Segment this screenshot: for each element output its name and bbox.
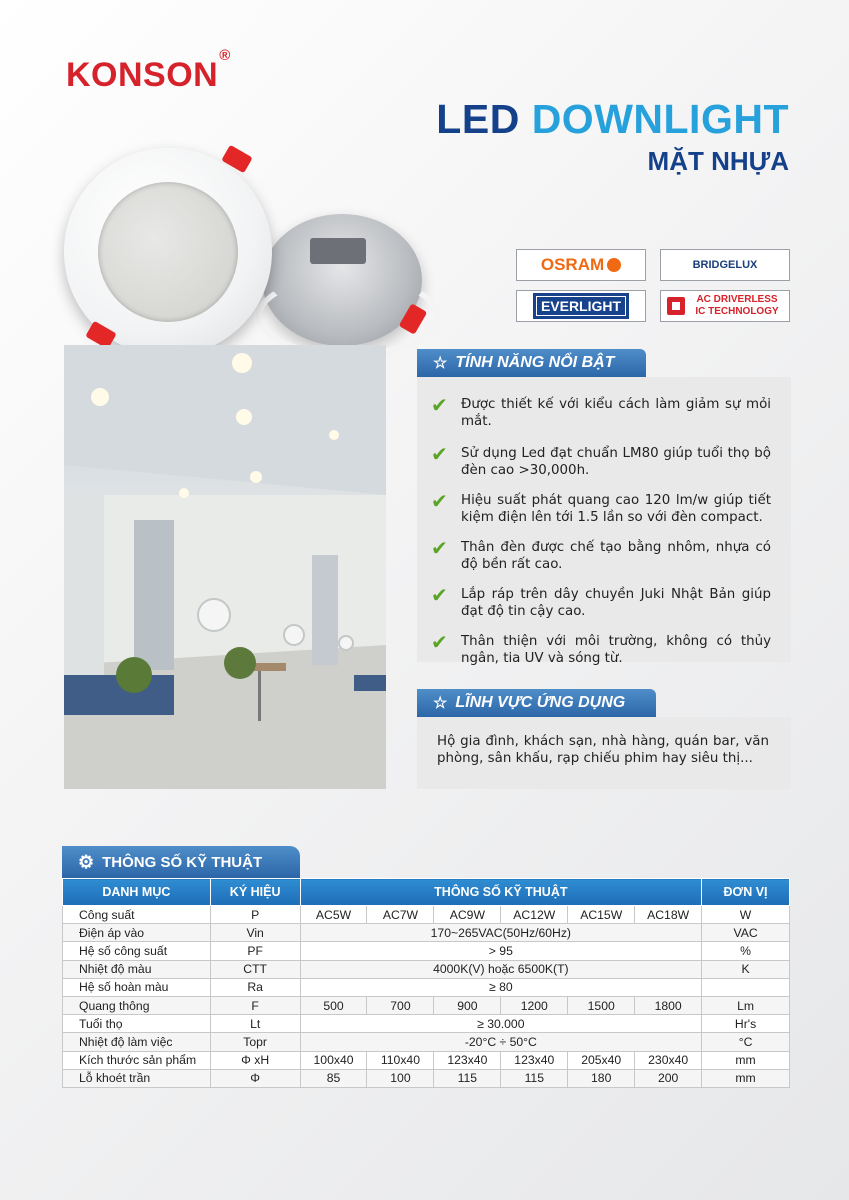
ac-driverless-label: AC DRIVERLESS IC TECHNOLOGY <box>695 294 779 317</box>
spec-unit: Lm <box>702 996 790 1014</box>
spec-body <box>63 906 790 1088</box>
applications-text: Hộ gia đình, khách sạn, nhà hàng, quán bar, văn phòng, sân khấu, rạp chiếu phim hay siêu thị... <box>437 734 769 766</box>
spec-symbol: Lt <box>210 1015 300 1033</box>
spec-row <box>63 960 790 978</box>
applications-header <box>417 689 656 717</box>
spec-symbol: PF <box>210 942 300 960</box>
col-spec: THÔNG SỐ KỸ THUẬT <box>300 879 702 906</box>
spec-symbol: Φ xH <box>210 1051 300 1069</box>
check-icon: ✔ <box>431 393 448 417</box>
spec-row <box>63 996 790 1014</box>
spec-value: 85 <box>300 1069 367 1087</box>
spec-row <box>63 1069 790 1087</box>
downlight-front-image <box>64 148 272 356</box>
spec-row <box>63 1051 790 1069</box>
spec-unit: K <box>702 960 790 978</box>
spec-header-row <box>63 879 790 906</box>
osram-logo <box>516 249 646 281</box>
spec-name: Điện áp vào <box>63 924 211 942</box>
spec-value: 230x40 <box>635 1051 702 1069</box>
spec-name: Kích thước sản phẩm <box>63 1051 211 1069</box>
spec-name: Quang thông <box>63 996 211 1014</box>
col-category: DANH MỤC <box>63 879 211 906</box>
spec-value: 180 <box>568 1069 635 1087</box>
spec-value: 1500 <box>568 996 635 1014</box>
spec-unit: mm <box>702 1069 790 1087</box>
check-icon: ✔ <box>431 489 448 513</box>
spec-symbol: Vin <box>210 924 300 942</box>
spec-value: > 95 <box>300 942 702 960</box>
spec-name: Hệ số công suất <box>63 942 211 960</box>
feature-item: ✔ Hiệu suất phát quang cao 120 lm/w giúp tiết kiệm điện lên tới 1.5 lần so với đèn compact. <box>431 489 771 525</box>
spec-name: Nhiệt độ làm việc <box>63 1033 211 1051</box>
bridgelux-logo <box>660 249 790 281</box>
spec-unit <box>702 978 790 996</box>
spec-value: AC15W <box>568 906 635 924</box>
applications-panel <box>417 717 791 789</box>
spec-value: 115 <box>434 1069 501 1087</box>
spec-row <box>63 924 790 942</box>
spec-unit: mm <box>702 1051 790 1069</box>
spec-value: 110x40 <box>367 1051 434 1069</box>
ac-driverless-logo <box>660 290 790 322</box>
page-title <box>436 96 789 143</box>
registered-mark: ® <box>219 46 231 64</box>
spec-value: 123x40 <box>434 1051 501 1069</box>
spec-value: AC9W <box>434 906 501 924</box>
spec-value: 200 <box>635 1069 702 1087</box>
spec-symbol: Ra <box>210 978 300 996</box>
spec-symbol: P <box>210 906 300 924</box>
title-part2: DOWNLIGHT <box>531 96 789 142</box>
everlight-logo <box>516 290 646 322</box>
spec-value: AC7W <box>367 906 434 924</box>
check-icon: ✔ <box>431 442 448 466</box>
title-part1: LED <box>436 96 520 142</box>
spec-row <box>63 1033 790 1051</box>
brand-logo <box>66 46 231 95</box>
page-subtitle: MẶT NHỰA <box>647 146 789 176</box>
spec-row <box>63 1015 790 1033</box>
spec-value: 100 <box>367 1069 434 1087</box>
spec-value: 205x40 <box>568 1051 635 1069</box>
spec-symbol: Φ <box>210 1069 300 1087</box>
check-icon: ✔ <box>431 536 448 560</box>
spec-value: AC5W <box>300 906 367 924</box>
spec-row <box>63 906 790 924</box>
specs-header <box>62 846 300 878</box>
spec-unit: Hr's <box>702 1015 790 1033</box>
spec-value: AC12W <box>501 906 568 924</box>
feature-item: ✔ Thân đèn được chế tạo bằng nhôm, nhựa có độ bền rất cao. <box>431 536 771 572</box>
spec-value: 700 <box>367 996 434 1014</box>
feature-item: ✔ Được thiết kế với kiểu cách làm giảm sự mỏi mắt. <box>431 393 771 429</box>
everlight-label: EVERLIGHT <box>533 293 629 319</box>
spec-value: 1800 <box>635 996 702 1014</box>
spec-value: -20°C ÷ 50°C <box>300 1033 702 1051</box>
col-unit: ĐƠN VỊ <box>702 879 790 906</box>
star-icon: ☆ <box>433 355 448 372</box>
spec-unit: °C <box>702 1033 790 1051</box>
spec-value: 900 <box>434 996 501 1014</box>
osram-label: OSRAM <box>540 255 605 274</box>
spec-symbol: CTT <box>210 960 300 978</box>
spec-unit: % <box>702 942 790 960</box>
feature-item: ✔ Thân thiện với môi trường, không có thủy ngân, tia UV và sóng từ. <box>431 630 771 666</box>
check-icon: ✔ <box>431 630 448 654</box>
spec-unit: W <box>702 906 790 924</box>
spec-name: Nhiệt độ màu <box>63 960 211 978</box>
features-title: TÍNH NĂNG NỔI BẬT <box>455 354 615 371</box>
specs-title: THÔNG SỐ KỸ THUẬT <box>102 853 263 871</box>
downlight-back-image <box>262 214 422 346</box>
spec-value: 4000K(V) hoặc 6500K(T) <box>300 960 702 978</box>
spec-name: Lỗ khoét trần <box>63 1069 211 1087</box>
spec-value: ≥ 80 <box>300 978 702 996</box>
spec-name: Tuổi thọ <box>63 1015 211 1033</box>
spec-name: Công suất <box>63 906 211 924</box>
spec-unit: VAC <box>702 924 790 942</box>
spec-value: 1200 <box>501 996 568 1014</box>
col-symbol: KÝ HIỆU <box>210 879 300 906</box>
bridgelux-label: BRIDGELUX <box>692 259 758 271</box>
brand-name: KONSON <box>66 56 219 94</box>
applications-title: LĨNH VỰC ỨNG DỤNG <box>455 694 626 711</box>
spec-value: ≥ 30.000 <box>300 1015 702 1033</box>
spec-value: 115 <box>501 1069 568 1087</box>
spec-symbol: F <box>210 996 300 1014</box>
features-list <box>417 393 791 667</box>
spec-table <box>62 878 790 1088</box>
chip-icon <box>667 297 685 315</box>
feature-item: ✔ Lắp ráp trên dây chuyền Juki Nhật Bản giúp đạt độ tin cậy cao. <box>431 583 771 619</box>
feature-item: ✔ Sử dụng Led đạt chuẩn LM80 giúp tuổi thọ bộ đèn cao >30,000h. <box>431 442 771 478</box>
spec-value: 500 <box>300 996 367 1014</box>
spec-value: 100x40 <box>300 1051 367 1069</box>
interior-photo <box>64 345 386 789</box>
spec-value: 170~265VAC(50Hz/60Hz) <box>300 924 702 942</box>
features-panel <box>417 377 791 666</box>
star-icon: ☆ <box>433 695 448 712</box>
spec-value: AC18W <box>635 906 702 924</box>
gear-icon: ⚙ <box>78 851 95 872</box>
check-icon: ✔ <box>431 583 448 607</box>
spec-value: 123x40 <box>501 1051 568 1069</box>
spec-symbol: Topr <box>210 1033 300 1051</box>
spec-name: Hệ số hoàn màu <box>63 978 211 996</box>
spec-row <box>63 942 790 960</box>
features-header <box>417 349 646 377</box>
spec-row <box>63 978 790 996</box>
